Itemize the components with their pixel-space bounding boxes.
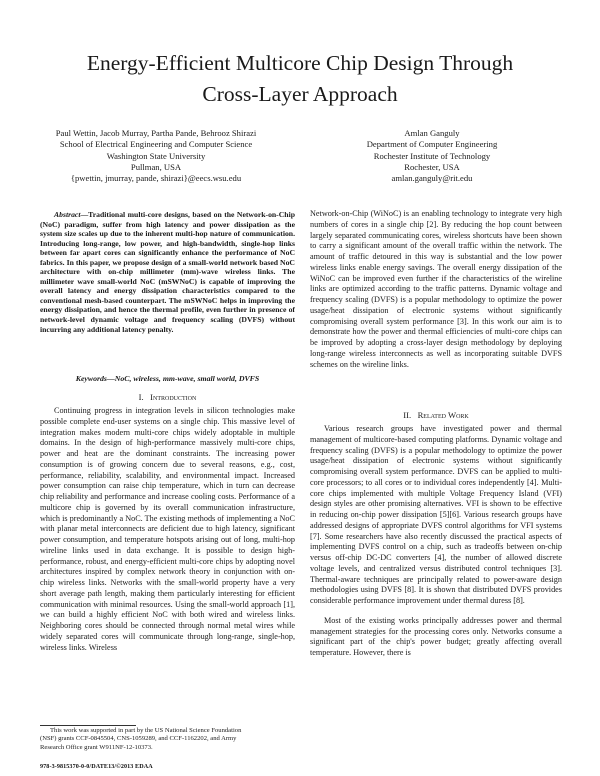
section-numeral: I.: [138, 392, 144, 402]
footnote-line: (NSF) grants CCF-0845504, CNS-1059289, and CCF-1162202, and Army: [40, 735, 237, 743]
isbn-line: 978-3-9815370-0-0/DATE13/©2013 EDAA: [40, 764, 153, 770]
author-email: {pwettin, jmurray, pande, shirazi}@eecs.wsu.edu: [70, 173, 242, 184]
footnote: [40, 727, 295, 752]
abstract-label: Abstract: [54, 210, 81, 219]
paragraph: Various research groups have investigated power and thermal management of multicore-based computing platforms. Dynamic voltage and frequency scaling (DVFS) is a popular methodology to optimize the power usage/heat dissipation of electronic systems without significantly compromising overall system performance. DVFS can be applied to multi-core processors; to all cores or to individual cores independently [4]. Multi-core chips implemented with multiple Voltage Frequency Island (VFI) design styles are other promising alternatives. VFI is shown to be effective in reducing on-chip power dissipation [5][6]. Various research groups have addressed designs of appropriate DVFS control algorithms for VFI systems [7]. Some researchers have also recently discussed the practical aspects of implementing DVFS control on a chip, such as tradeoffs between on-chip versus off-chip DC-DC converters [4], the number of allowed discrete voltage levels, and centralized versus distributed control techniques [3]. Thermal-aware techniques are principally related to power-aware design methodologies using DVFS [8]. It is shown that distributed DVFS provides considerable performance improvement under thermal duress [8].: [310, 424, 562, 605]
paragraph: Continuing progress in integration levels in silicon technologies make possible complete end-user systems on a single chip. This massive level of integration makes modern multi-core chips widely adoptable in multiple domains. In the design of high-performance massively multi-core chips, power and heat are the dominant constraints. The increasing power consumption is of growing concern due to several reasons, e.g., cost, performance, reliability, scalability, and environmental impact. Increased power consumption can raise chip temperature, which in turn can decrease chip reliability and performance and increase cooling costs. Performance of a multicore chip is governed by its overall communication infrastructure, which is predominantly a NoC. The existing methods of implementing a NoC with planar metal interconnects are deficient due to high latency, significant power consumption, and temperature hotspots arising out of long, multi-hop wireline links used in data exchange. It is possible to design high-performance, robust, and energy-efficient multi-core chips by adopting novel architectures inspired by complex network theory in conjunction with on-chip wireless links. Networks with the small-world property have a very short average path length, making them particularly interesting for efficient communication with minimal resources. Using the small-world approach [1], we can build a highly efficient NoC with both wired and wireless links. Neighboring cores should be connected through normal metal wires while widely separated cores will communicate through long-range, single-hop, wireless links. Wireless: [40, 406, 295, 652]
author-names: Amlan Ganguly: [404, 128, 460, 138]
footnote-line: This work was supported in part by the US National Science Foundation: [50, 727, 242, 734]
university-name: Rochester Institute of Technology: [373, 150, 491, 161]
section-heading-introduction: [40, 392, 295, 403]
section-numeral: II.: [403, 410, 412, 420]
footnote-rule: [40, 725, 136, 726]
related-work-body: [310, 424, 562, 659]
section-title: Introduction: [150, 392, 197, 402]
author-email: amlan.ganguly@rit.edu: [391, 173, 473, 184]
paragraph: Most of the existing works principally addresses power and thermal management strategies for the processing cores only. Networks consume a significant part of the chip's power budget; greatly affecting overall temperature. However, there is: [310, 615, 562, 657]
footnote-line: Research Office grant W911NF-12-10373.: [40, 743, 153, 751]
location: Pullman, USA: [130, 161, 182, 172]
affiliation-left: [20, 128, 292, 184]
paragraph: Network-on-Chip (WiNoC) is an enabling technology to integrate very high numbers of cores in a single chip [2]. By reducing the hop count between largely separated communicating cores, wireless shortcuts have been shown to carry a significant amount of the overall traffic within the network. The amount of traffic detoured in this way is substantial and the low power wireless links enable energy savings. The overall energy dissipation of the WiNoC can be improved even further if the characteristics of the wireline links are optimized according to the traffic patterns. Dynamic voltage and frequency scaling (DVFS) is a popular methodology to optimize the power usage/heat dissipation of electronic systems without significantly compromising overall system performance [3]. In this work our aim is to demonstrate how the power and thermal efficiencies of multi-core chips can be improved by adopting a cross-layer design methodology by deploying long-range wireless interconnects as well as incorporating suitable DVFS schemes on the wireline links.: [310, 209, 562, 369]
affiliation-right: [300, 128, 564, 184]
section-heading-related-work: [310, 410, 562, 421]
keywords: Keywords—NoC, wireless, mm-wave, small world, DVFS: [75, 374, 260, 383]
introduction-body: [40, 406, 295, 653]
paper-title: [40, 48, 560, 110]
department-name: Department of Computer Engineering: [366, 139, 498, 150]
right-column-continued: [310, 209, 562, 370]
location: Rochester, USA: [404, 161, 460, 172]
title-line-1: Energy-Efficient Multicore Chip Design Through: [86, 51, 514, 75]
author-names: Paul Wettin, Jacob Murray, Partha Pande, Behrooz Shirazi: [55, 128, 257, 138]
university-name: Washington State University: [106, 150, 206, 161]
abstract: [40, 210, 295, 334]
school-name: School of Electrical Engineering and Computer Science: [59, 139, 253, 150]
abstract-text: —Traditional multi-core designs, based on the Network-on-Chip (NoC) paradigm, suffer from high latency and power dissipation as the system size scales up due to the inherent multi-hop nature of communication. Introducing long-range, low power, and high-bandwidth, single-hop links between far apart cores can significantly enhance the performance of NoC fabrics. In this paper, we propose design of a small-world network based NoC architecture with on-chip millimeter (mm)-wave wireless links. The millimeter wave small-world NoC (mSWNoC) is capable of improving the overall latency and energy dissipation characteristics compared to the conventional mesh-based counterpart. The mSWNoC helps in improving the energy dissipation, and hence the thermal profile, even further in presence of network-level dynamic voltage and frequency scaling (DVFS) without incurring any additional latency penalty.: [40, 210, 295, 334]
section-title: Related Work: [417, 410, 469, 420]
title-line-2: Cross-Layer Approach: [202, 82, 398, 106]
